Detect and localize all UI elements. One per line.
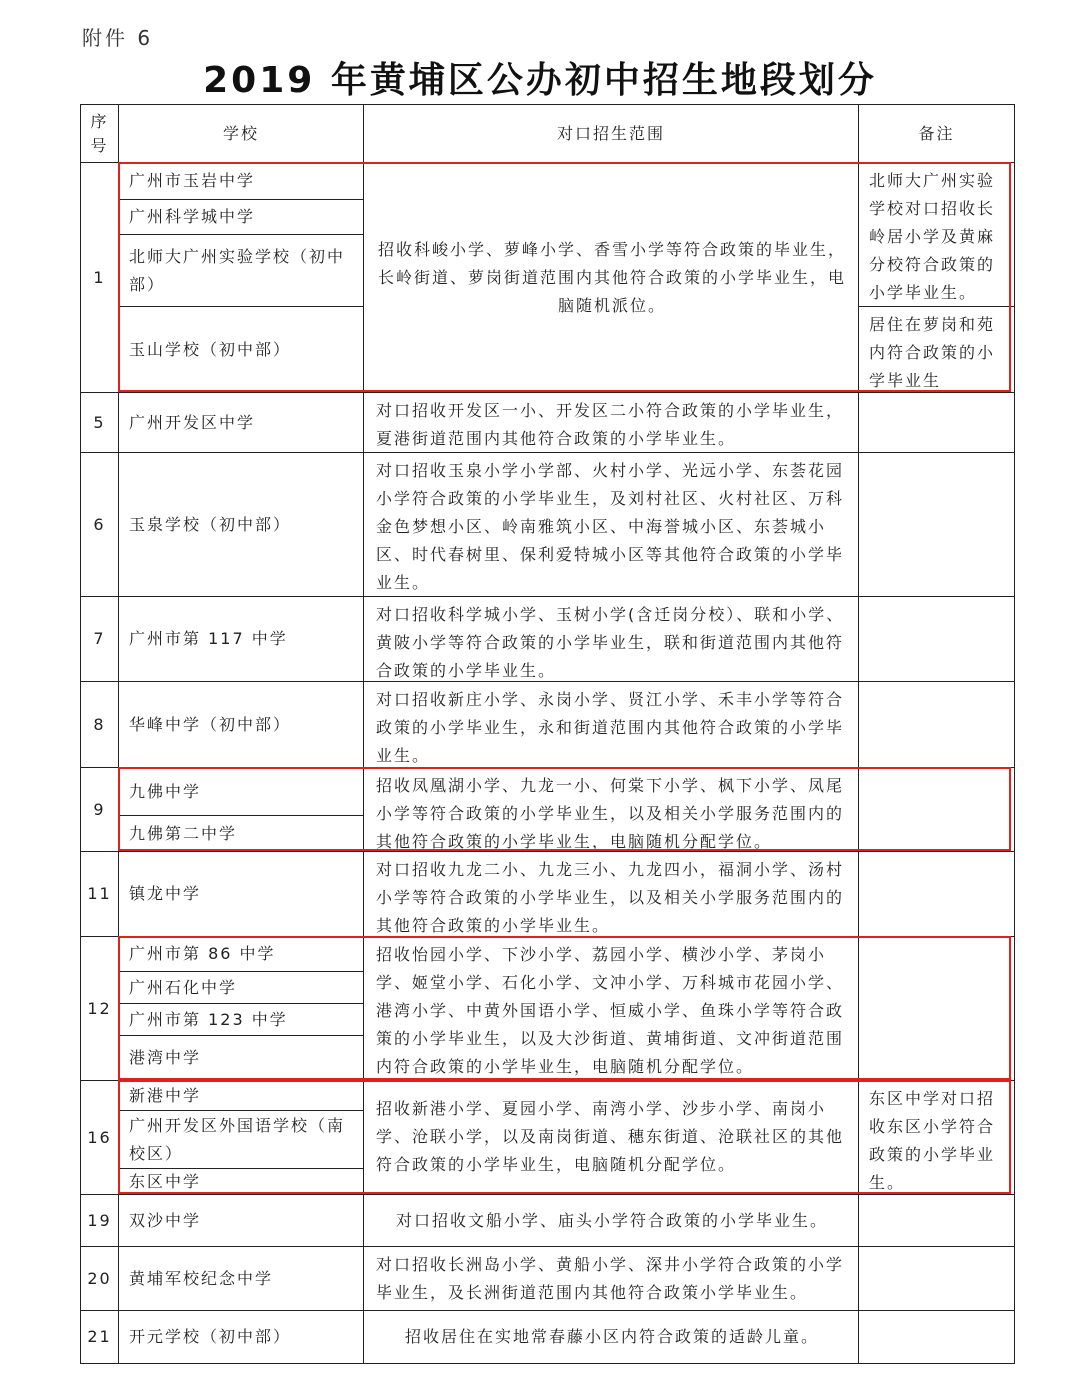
remark-cell xyxy=(858,1194,1015,1246)
remark-cell xyxy=(858,596,1015,681)
school-cell: 华峰中学（初中部） xyxy=(118,681,363,767)
row-number: 8 xyxy=(80,681,118,767)
header-remark: 备注 xyxy=(858,104,1015,162)
school-cell: 港湾中学 xyxy=(118,1035,363,1080)
range-cell: 对口招收长洲岛小学、黄船小学、深井小学符合政策的小学毕业生，及长洲街道范围内其他符合政策小学毕业生。 xyxy=(363,1246,858,1310)
school-cell: 新港中学 xyxy=(118,1080,363,1110)
remark-cell xyxy=(858,452,1015,596)
range-cell: 招收居住在实地常春藤小区内符合政策的适龄儿童。 xyxy=(363,1310,858,1364)
school-cell: 九佛第二中学 xyxy=(118,815,363,851)
range-cell: 招收新港小学、夏园小学、南湾小学、沙步小学、南岗小学、沧联小学，以及南岗街道、穗东街道、沧联社区的其他符合政策的小学毕业生，电脑随机分配学位。 xyxy=(363,1080,858,1194)
school-cell: 九佛中学 xyxy=(118,767,363,815)
range-cell: 对口招收玉泉小学小学部、火村小学、光远小学、东荟花园小学符合政策的小学毕业生，及刘村社区、火村社区、万科金色梦想小区、岭南雅筑小区、中海誉城小区、东荟城小区、时代春树里、保利爱特城小区等其他符合政策的小学毕业生。 xyxy=(363,452,858,596)
remark-cell xyxy=(858,1310,1015,1364)
row-number: 21 xyxy=(80,1310,118,1364)
header-school: 学校 xyxy=(118,104,363,162)
school-cell: 玉泉学校（初中部） xyxy=(118,452,363,596)
row-number: 11 xyxy=(80,851,118,936)
page-title: 2019 年黄埔区公办初中招生地段划分 xyxy=(203,60,877,101)
row-number: 19 xyxy=(80,1194,118,1246)
remark-cell: 居住在萝岗和苑内符合政策的小学毕业生 xyxy=(858,306,1015,392)
header-range: 对口招生范围 xyxy=(363,104,858,162)
school-cell: 镇龙中学 xyxy=(118,851,363,936)
school-cell: 广州市第 117 中学 xyxy=(118,596,363,681)
range-cell: 招收凤凰湖小学、九龙一小、何棠下小学、枫下小学、凤尾小学等符合政策的小学毕业生，以及相关小学服务范围内的其他符合政策的小学毕业生，电脑随机分配学位。 xyxy=(363,767,858,851)
remark-cell: 北师大广州实验学校对口招收长岭居小学及黄麻分校符合政策的小学毕业生。 xyxy=(858,162,1015,306)
range-cell: 对口招收文船小学、庙头小学符合政策的小学毕业生。 xyxy=(363,1194,858,1246)
remark-cell xyxy=(858,392,1015,452)
attachment-label: 附件 6 xyxy=(82,26,154,50)
range-cell: 对口招收科学城小学、玉树小学(含迁岗分校）、联和小学、黄陂小学等符合政策的小学毕业生，联和街道范围内其他符合政策的小学毕业生。 xyxy=(363,596,858,681)
header-seq xyxy=(80,104,118,162)
row-number: 6 xyxy=(80,452,118,596)
header-seq-bottom: 号 xyxy=(90,135,109,155)
header-seq-top: 序 xyxy=(90,111,109,131)
range-cell: 对口招收九龙二小、九龙三小、九龙四小，福洞小学、汤村小学等符合政策的小学毕业生，以及相关小学服务范围内的其他符合政策的小学毕业生。 xyxy=(363,851,858,936)
range-cell: 对口招收开发区一小、开发区二小符合政策的小学毕业生，夏港街道范围内其他符合政策的小学毕业生。 xyxy=(363,392,858,452)
school-cell: 双沙中学 xyxy=(118,1194,363,1246)
school-cell: 广州石化中学 xyxy=(118,971,363,1003)
school-cell: 广州科学城中学 xyxy=(118,199,363,234)
school-cell: 广州市第 86 中学 xyxy=(118,936,363,971)
school-cell: 广州开发区中学 xyxy=(118,392,363,452)
range-cell: 对口招收新庄小学、永岗小学、贤江小学、禾丰小学等符合政策的小学毕业生，永和街道范围内其他符合政策的小学毕业生。 xyxy=(363,681,858,767)
range-cell: 招收科峻小学、萝峰小学、香雪小学等符合政策的毕业生，长岭街道、萝岗街道范围内其他符合政策的小学毕业生，电脑随机派位。 xyxy=(363,162,858,392)
remark-cell xyxy=(858,851,1015,936)
school-cell: 东区中学 xyxy=(118,1168,363,1194)
remark-cell xyxy=(858,936,1015,1080)
remark-cell xyxy=(858,767,1015,851)
range-cell: 招收怡园小学、下沙小学、荔园小学、横沙小学、茅岗小学、姬堂小学、石化小学、文冲小学、万科城市花园小学、港湾小学、中黄外国语小学、恒威小学、鱼珠小学等符合政策的小学毕业生，以及大沙街道、黄埔街道、文冲街道范围内符合政策的小学毕业生，电脑随机分配学位。 xyxy=(363,936,858,1080)
row-number: 5 xyxy=(80,392,118,452)
row-number: 12 xyxy=(80,936,118,1080)
school-cell: 玉山学校（初中部） xyxy=(118,306,363,392)
school-cell: 广州市第 123 中学 xyxy=(118,1003,363,1035)
remark-cell xyxy=(858,1246,1015,1310)
school-cell: 广州市玉岩中学 xyxy=(118,162,363,199)
school-cell: 广州开发区外国语学校（南校区） xyxy=(118,1110,363,1168)
school-cell: 黄埔军校纪念中学 xyxy=(118,1246,363,1310)
school-cell: 北师大广州实验学校（初中部） xyxy=(118,234,363,306)
row-number: 1 xyxy=(80,162,118,392)
row-number: 16 xyxy=(80,1080,118,1194)
school-cell: 开元学校（初中部） xyxy=(118,1310,363,1364)
row-number: 9 xyxy=(80,767,118,851)
remark-cell: 东区中学对口招收东区小学符合政策的小学毕业生。 xyxy=(858,1080,1015,1194)
allocation-table xyxy=(80,104,1015,1364)
row-number: 7 xyxy=(80,596,118,681)
row-number: 20 xyxy=(80,1246,118,1310)
remark-cell xyxy=(858,681,1015,767)
